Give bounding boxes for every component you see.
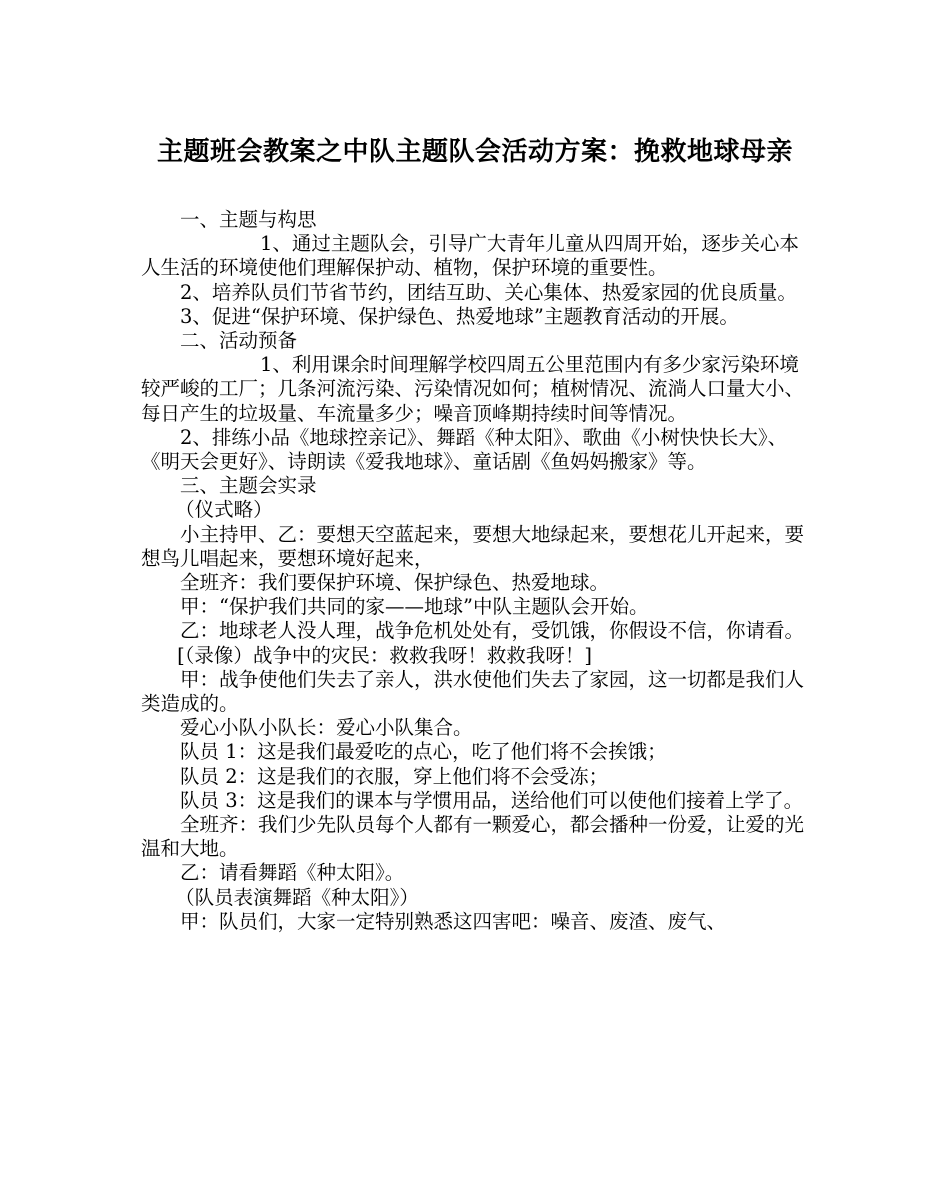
paragraph: 1、利用课余时间理解学校四周五公里范围内有多少家污染环境较严峻的工厂；几条河流污染、污染情况如何；植树情况、流淌人口量大小、每日产生的垃圾量、车流量多少；噪音顶峰期持续时间等情况。 <box>141 353 805 425</box>
paragraph-dialogue: 甲：“保护我们共同的家——地球”中队主题队会开始。 <box>180 595 649 619</box>
paragraph-dialogue: 队员 3：这是我们的课本与学惯用品，送给他们可以使他们接着上学了。 <box>180 788 804 812</box>
paragraph-dialogue: 甲：队员们，大家一定特别熟悉这四害吧：噪音、废渣、废气、 <box>180 909 727 933</box>
document-body <box>141 208 813 934</box>
paragraph: 1、通过主题队会，引导广大青年儿童从四周开始，逐步关心本人生活的环境使他们理解保护动、植物，保护环境的重要性。 <box>141 232 799 280</box>
paragraph: 2、培养队员们节省节约，团结互助、关心集体、热爱家园的优良质量。 <box>180 280 797 304</box>
paragraph-heading-2: 二、活动预备 <box>180 329 298 353</box>
paragraph-dialogue: 全班齐：我们要保护环境、保护绿色、热爱地球。 <box>180 571 610 595</box>
paragraph-dialogue: 队员 2：这是我们的衣服，穿上他们将不会受冻； <box>180 764 609 788</box>
paragraph: 2、排练小品《地球控亲记》、舞蹈《种太阳》、歌曲《小树快快长大》、《明天会更好》、诗朗读《爱我地球》、童话剧《鱼妈妈搬家》等。 <box>141 425 788 474</box>
paragraph-note: [（录像）战争中的灾民：救救我呀！救救我呀！] <box>177 643 593 667</box>
paragraph-dialogue: 乙：地球老人没人理，战争危机处处有，受饥饿，你假设不信，你请看。 <box>180 619 805 643</box>
paragraph-note: （队员表演舞蹈《种太阳》） <box>175 885 419 909</box>
paragraph: 3、促进“保护环境、保护绿色、热爱地球”主题教育活动的开展。 <box>180 304 739 328</box>
paragraph-heading-1: 一、主题与构思 <box>180 208 317 231</box>
paragraph-heading-3: 三、主题会实录 <box>180 474 317 498</box>
paragraph-dialogue: 小主持甲、乙：要想天空蓝起来，要想大地绿起来，要想花儿开起来，要想鸟儿唱起来，要想环境好起来， <box>141 522 805 570</box>
paragraph-dialogue: 爱心小队小队长：爱心小队集合。 <box>180 716 473 740</box>
paragraph-dialogue: 队员 1：这是我们最爱吃的点心，吃了他们将不会挨饿； <box>180 740 667 764</box>
page-title: 主题班会教案之中队主题队会活动方案：挽救地球母亲 <box>156 137 793 167</box>
paragraph-dialogue: 乙：请看舞蹈《种太阳》。 <box>180 861 405 885</box>
paragraph-note: （仪式略） <box>175 498 273 522</box>
paragraph-dialogue: 甲：战争使他们失去了亲人，洪水使他们失去了家园，这一切都是我们人类造成的。 <box>141 667 805 716</box>
paragraph-dialogue: 全班齐：我们少先队员每个人都有一颗爱心，都会播种一份爱，让爱的光温和大地。 <box>141 813 805 861</box>
